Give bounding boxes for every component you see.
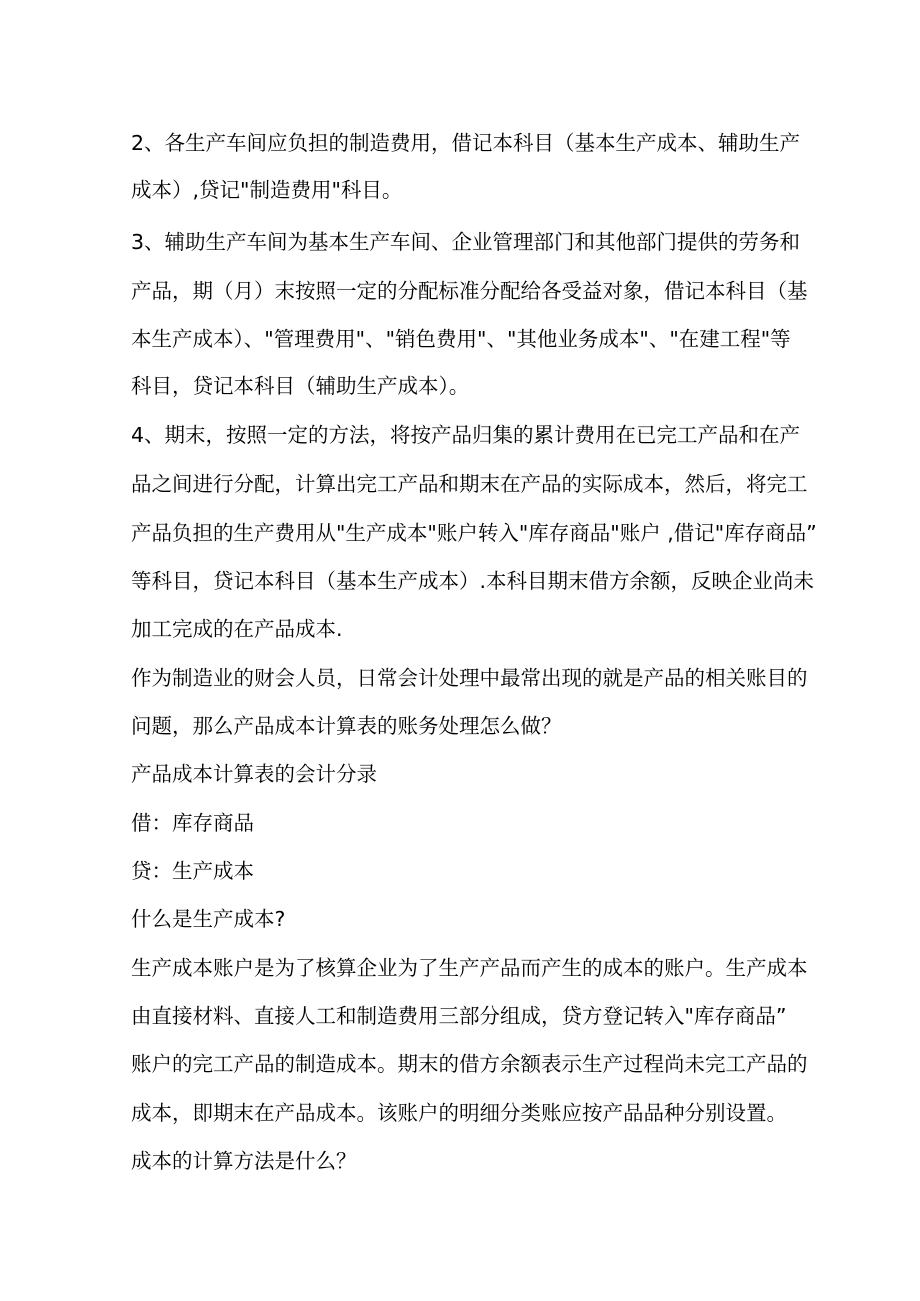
text-line: 加工完成的在产品成本.: [131, 617, 343, 641]
text-line: 作为制造业的财会人员，日常会计处理中最常出现的就是产品的相关账目的: [131, 666, 808, 690]
text-line: 产品，期（月）末按照一定的分配标准分配给各受益对象，借记本科目（基: [131, 279, 808, 303]
text-line: 贷：生产成本: [131, 859, 254, 883]
text-line: 3、辅助生产车间为基本生产车间、企业管理部门和其他部门提供的劳务和: [131, 230, 801, 254]
text-line: 成本，即期末在产品成本。该账户的明细分类账应按产品品种分别设置。: [131, 1101, 787, 1125]
text-line: 成本的计算方法是什么？: [131, 1149, 357, 1173]
text-line: 借：库存商品: [131, 811, 254, 835]
text-line: 4、期末，按照一定的方法，将按产品归集的累计费用在已完工产品和在产: [131, 423, 801, 447]
text-line: 2、各生产车间应负担的制造费用，借记本科目（基本生产成本、辅助生产: [131, 131, 801, 155]
text-line: 由直接材料、直接人工和制造费用三部分组成，贷方登记转入"库存商品”: [131, 1004, 787, 1028]
text-line: 产品负担的生产费用从"生产成本"账户转入"库存商品"账户 ,借记"库存商品”: [131, 521, 817, 545]
text-line: 科目，贷记本科目（辅助生产成本）。: [131, 374, 470, 398]
text-line: 生产成本账户是为了核算企业为了生产产品而产生的成本的账户。生产成本: [131, 956, 808, 980]
text-line: 账户的完工产品的制造成本。期末的借方余额表示生产过程尚未完工产品的: [131, 1052, 808, 1076]
text-line: 品之间进行分配，计算出完工产品和期末在产品的实际成本，然后，将完工: [131, 472, 808, 496]
text-line: 问题，那么产品成本计算表的账务处理怎么做？: [131, 714, 562, 738]
text-line: 等科目，贷记本科目（基本生产成本）.本科目期末借方余额，反映企业尚未: [131, 569, 815, 593]
text-line: 什么是生产成本?: [131, 907, 286, 931]
text-line: 成本）,贷记"制造费用"科目。: [131, 178, 403, 202]
text-line: 本生产成本）、"管理费用"、"销色费用"、"其他业务成本"、"在建工程"等: [131, 327, 791, 351]
text-line: 产品成本计算表的会计分录: [131, 762, 377, 786]
